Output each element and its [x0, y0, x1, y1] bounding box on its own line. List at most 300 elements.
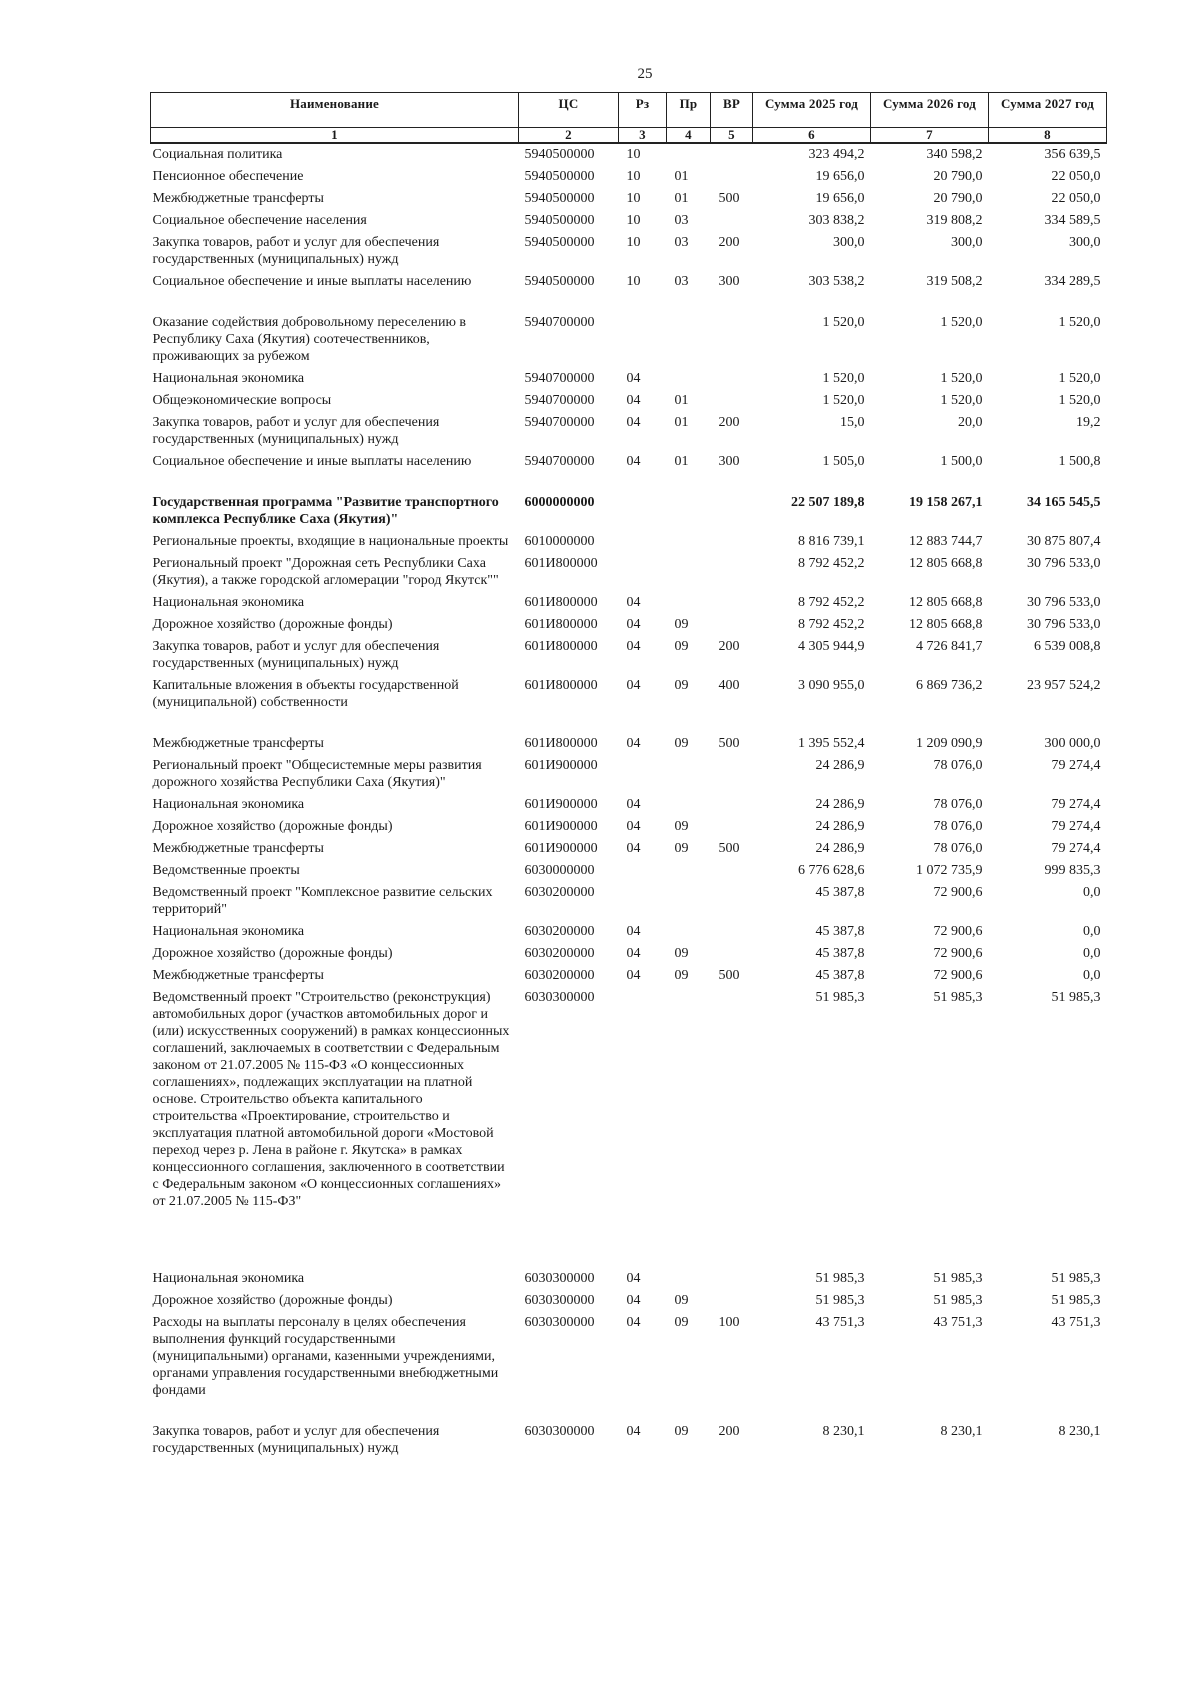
row-pr: [667, 921, 711, 943]
row-name: Дорожное хозяйство (дорожные фонды): [152, 617, 393, 632]
row-name: Региональный проект "Дорожная сеть Республики Саха (Якутия), а также городской агломерации "город Якутск"": [152, 556, 499, 588]
row-sum-2025: 19 656,0: [815, 169, 865, 184]
row-pr: 01: [674, 415, 689, 430]
row-sum-2027: 1 500,8: [1058, 454, 1101, 469]
row-vr: [711, 166, 753, 188]
row-cs: 5940700000: [524, 454, 595, 469]
row-sum-2025: 45 387,8: [815, 924, 865, 939]
row-pr: [667, 987, 711, 1268]
row-pr: [667, 531, 711, 553]
row-pr: 01: [674, 191, 689, 206]
row-vr: 300: [718, 274, 740, 289]
row-name: Закупка товаров, работ и услуг для обеспечения государственных (муниципальных) нужд: [152, 1424, 440, 1456]
row-vr: [711, 390, 753, 412]
row-sum-2026: 43 751,3: [933, 1315, 983, 1330]
table-row: [151, 1421, 1107, 1460]
column-number: 6: [753, 128, 871, 144]
row-sum-2027: 30 796 533,0: [1027, 617, 1101, 632]
row-pr: [667, 882, 711, 921]
row-name: Общеэкономические вопросы: [152, 393, 332, 408]
table-row: [151, 636, 1107, 675]
row-sum-2026: 12 883 744,7: [909, 534, 983, 549]
row-rz: 04: [626, 454, 641, 469]
page-number: 25: [637, 66, 653, 82]
row-rz: 04: [626, 819, 641, 834]
row-vr: [711, 987, 753, 1268]
row-sum-2026: 6 869 736,2: [916, 678, 983, 693]
row-name: Региональные проекты, входящие в национальные проекты: [152, 534, 509, 549]
row-name: Межбюджетные трансферты: [152, 736, 324, 751]
row-pr: [667, 492, 711, 531]
table-row: [151, 943, 1107, 965]
row-sum-2025: 15,0: [840, 415, 865, 430]
row-sum-2026: 340 598,2: [926, 147, 983, 162]
row-pr: 03: [674, 213, 689, 228]
table-row: [151, 492, 1107, 531]
column-number: 2: [519, 128, 619, 144]
table-row: [151, 1290, 1107, 1312]
row-rz: 04: [626, 968, 641, 983]
row-cs: 6030200000: [524, 924, 595, 939]
row-rz: 04: [626, 393, 641, 408]
row-rz: 04: [626, 617, 641, 632]
row-vr: [711, 368, 753, 390]
row-rz: 10: [626, 191, 641, 206]
row-name: Национальная экономика: [152, 924, 305, 939]
row-rz: 10: [626, 169, 641, 184]
row-pr: [667, 553, 711, 592]
row-sum-2026: 1 520,0: [940, 371, 983, 386]
row-cs: 5940700000: [524, 315, 595, 330]
row-rz: 04: [626, 1271, 641, 1286]
row-sum-2025: 45 387,8: [815, 885, 865, 900]
row-sum-2025: 8 792 452,2: [798, 617, 865, 632]
row-sum-2025: 19 656,0: [815, 191, 865, 206]
row-sum-2026: 78 076,0: [933, 758, 983, 773]
row-sum-2026: 20,0: [958, 415, 983, 430]
row-cs: 6030300000: [524, 1271, 595, 1286]
row-rz: 04: [626, 736, 641, 751]
row-rz: 04: [626, 924, 641, 939]
table-row: [151, 733, 1107, 755]
table-row: [151, 755, 1107, 794]
row-name: Пенсионное обеспечение: [152, 169, 304, 184]
row-sum-2026: 72 900,6: [933, 946, 983, 961]
row-pr: [667, 368, 711, 390]
row-rz: [619, 312, 667, 368]
row-sum-2025: 1 505,0: [822, 454, 865, 469]
row-sum-2025: 1 520,0: [822, 371, 865, 386]
row-sum-2026: 20 790,0: [933, 191, 983, 206]
row-sum-2027: 79 274,4: [1051, 819, 1101, 834]
row-pr: [667, 794, 711, 816]
row-sum-2027: 300 000,0: [1044, 736, 1101, 751]
row-sum-2025: 303 538,2: [808, 274, 865, 289]
row-sum-2027: 0,0: [1083, 924, 1101, 939]
row-sum-2026: 51 985,3: [933, 1293, 983, 1308]
row-name: Закупка товаров, работ и услуг для обеспечения государственных (муниципальных) нужд: [152, 415, 440, 447]
row-name: Капитальные вложения в объекты государственной (муниципальной) собственности: [152, 678, 459, 710]
row-sum-2025: 51 985,3: [815, 990, 865, 1005]
row-sum-2025: 8 792 452,2: [798, 595, 865, 610]
row-cs: 601И800000: [524, 595, 598, 610]
row-sum-2027: 23 957 524,2: [1027, 678, 1101, 693]
row-sum-2027: 79 274,4: [1051, 758, 1101, 773]
row-sum-2025: 43 751,3: [815, 1315, 865, 1330]
row-sum-2025: 24 286,9: [815, 758, 865, 773]
row-sum-2026: 12 805 668,8: [909, 595, 983, 610]
row-pr: 09: [674, 617, 689, 632]
row-name: Оказание содействия добровольному переселению в Республику Саха (Якутия) соотечественников, проживающих за рубежом: [152, 315, 467, 364]
row-sum-2026: 19 158 267,1: [909, 495, 983, 510]
table-row: [151, 675, 1107, 733]
row-sum-2026: 12 805 668,8: [909, 617, 983, 632]
row-sum-2026: 319 508,2: [926, 274, 983, 289]
row-sum-2026: 78 076,0: [933, 797, 983, 812]
row-rz: [619, 553, 667, 592]
row-name: Дорожное хозяйство (дорожные фонды): [152, 946, 393, 961]
row-name: Межбюджетные трансферты: [152, 191, 324, 206]
row-sum-2027: 356 639,5: [1044, 147, 1101, 162]
row-vr: [711, 860, 753, 882]
row-pr: [667, 860, 711, 882]
row-cs: 5940500000: [524, 235, 595, 250]
row-name: Дорожное хозяйство (дорожные фонды): [152, 819, 393, 834]
budget-table: [150, 92, 1107, 1460]
row-pr: 09: [674, 841, 689, 856]
row-pr: 01: [674, 454, 689, 469]
row-pr: [667, 312, 711, 368]
row-sum-2025: 24 286,9: [815, 841, 865, 856]
row-pr: 09: [674, 736, 689, 751]
row-rz: [619, 860, 667, 882]
row-cs: 6030200000: [524, 885, 595, 900]
table-row: [151, 312, 1107, 368]
row-vr: 300: [718, 454, 740, 469]
row-name: Закупка товаров, работ и услуг для обеспечения государственных (муниципальных) нужд: [152, 235, 440, 267]
row-vr: [711, 210, 753, 232]
row-sum-2025: 8 792 452,2: [798, 556, 865, 571]
table-row: [151, 271, 1107, 312]
row-sum-2026: 51 985,3: [933, 990, 983, 1005]
column-number: 8: [989, 128, 1107, 144]
row-pr: [667, 143, 711, 166]
row-rz: 10: [626, 235, 641, 250]
row-sum-2026: 319 808,2: [926, 213, 983, 228]
table-row: [151, 451, 1107, 492]
row-pr: [667, 592, 711, 614]
row-cs: 601И800000: [524, 639, 598, 654]
row-rz: 04: [626, 1293, 641, 1308]
table-row: [151, 553, 1107, 592]
row-sum-2027: 30 875 807,4: [1027, 534, 1101, 549]
row-name: Национальная экономика: [152, 595, 305, 610]
row-pr: 03: [674, 274, 689, 289]
row-sum-2026: 1 209 090,9: [916, 736, 983, 751]
row-name: Национальная экономика: [152, 797, 305, 812]
row-sum-2026: 1 500,0: [940, 454, 983, 469]
row-sum-2026: 72 900,6: [933, 968, 983, 983]
column-number: 4: [667, 128, 711, 144]
table-body: [151, 143, 1107, 1460]
row-vr: [711, 592, 753, 614]
row-sum-2027: 51 985,3: [1051, 1271, 1101, 1286]
row-sum-2025: 1 520,0: [822, 393, 865, 408]
row-vr: 200: [718, 1424, 740, 1439]
row-vr: [711, 492, 753, 531]
row-sum-2025: 24 286,9: [815, 797, 865, 812]
row-name: Социальное обеспечение и иные выплаты населению: [152, 454, 472, 469]
row-sum-2027: 22 050,0: [1051, 191, 1101, 206]
row-pr: 09: [674, 678, 689, 693]
row-cs: 6030300000: [524, 1315, 595, 1330]
row-sum-2026: 4 726 841,7: [916, 639, 983, 654]
row-cs: 6030300000: [524, 990, 595, 1005]
row-sum-2026: 78 076,0: [933, 819, 983, 834]
row-name: Дорожное хозяйство (дорожные фонды): [152, 1293, 393, 1308]
row-vr: [711, 755, 753, 794]
row-sum-2025: 6 776 628,6: [798, 863, 865, 878]
column-number: 5: [711, 128, 753, 144]
row-rz: [619, 755, 667, 794]
row-rz: 04: [626, 1424, 641, 1439]
table-row: [151, 1268, 1107, 1290]
row-cs: 601И900000: [524, 758, 598, 773]
row-sum-2025: 22 507 189,8: [791, 495, 865, 510]
row-vr: [711, 882, 753, 921]
row-cs: 5940500000: [524, 213, 595, 228]
row-vr: 500: [718, 841, 740, 856]
row-sum-2027: 6 539 008,8: [1034, 639, 1101, 654]
row-name: Национальная экономика: [152, 371, 305, 386]
row-sum-2026: 51 985,3: [933, 1271, 983, 1286]
header-pr: Пр: [667, 93, 711, 128]
row-sum-2025: 8 230,1: [822, 1424, 865, 1439]
row-cs: 6030200000: [524, 946, 595, 961]
row-sum-2025: 51 985,3: [815, 1293, 865, 1308]
row-sum-2025: 4 305 944,9: [798, 639, 865, 654]
row-cs: 601И800000: [524, 736, 598, 751]
row-rz: 04: [626, 595, 641, 610]
row-sum-2026: 1 520,0: [940, 393, 983, 408]
table-row: [151, 368, 1107, 390]
table-row: [151, 531, 1107, 553]
row-pr: [667, 755, 711, 794]
row-cs: 6030300000: [524, 1293, 595, 1308]
table-row: [151, 412, 1107, 451]
header-sum-2026: Сумма 2026 год: [871, 93, 989, 128]
header-vr: ВР: [711, 93, 753, 128]
row-sum-2027: 22 050,0: [1051, 169, 1101, 184]
row-rz: 04: [626, 1315, 641, 1330]
row-sum-2026: 300,0: [951, 235, 983, 250]
row-rz: 04: [626, 371, 641, 386]
row-pr: 09: [674, 1315, 689, 1330]
row-cs: 5940500000: [524, 191, 595, 206]
row-sum-2025: 300,0: [833, 235, 865, 250]
row-rz: 04: [626, 678, 641, 693]
row-name: Межбюджетные трансферты: [152, 841, 324, 856]
row-pr: 01: [674, 393, 689, 408]
table-row: [151, 794, 1107, 816]
row-sum-2027: 51 985,3: [1051, 990, 1101, 1005]
row-rz: [619, 531, 667, 553]
row-cs: 601И800000: [524, 678, 598, 693]
table-row: [151, 882, 1107, 921]
row-vr: 200: [718, 639, 740, 654]
row-sum-2027: 999 835,3: [1044, 863, 1101, 878]
row-rz: 04: [626, 946, 641, 961]
row-vr: 200: [718, 415, 740, 430]
header-row: [151, 93, 1107, 128]
column-number: 3: [619, 128, 667, 144]
row-name: Закупка товаров, работ и услуг для обеспечения государственных (муниципальных) нужд: [152, 639, 440, 671]
column-number: 7: [871, 128, 989, 144]
row-sum-2026: 20 790,0: [933, 169, 983, 184]
row-pr: 09: [674, 1424, 689, 1439]
table-row: [151, 921, 1107, 943]
row-pr: [667, 1268, 711, 1290]
row-cs: 601И800000: [524, 617, 598, 632]
table-row: [151, 390, 1107, 412]
row-sum-2025: 1 395 552,4: [798, 736, 865, 751]
row-vr: 500: [718, 968, 740, 983]
row-vr: 500: [718, 191, 740, 206]
row-rz: 04: [626, 415, 641, 430]
row-sum-2026: 12 805 668,8: [909, 556, 983, 571]
row-pr: 09: [674, 968, 689, 983]
row-cs: 5940500000: [524, 274, 595, 289]
header-cs: ЦС: [519, 93, 619, 128]
row-sum-2025: 8 816 739,1: [798, 534, 865, 549]
table-row: [151, 860, 1107, 882]
row-sum-2025: 45 387,8: [815, 946, 865, 961]
row-name: Ведомственный проект "Комплексное развитие сельских территорий": [152, 885, 493, 917]
row-name: Национальная экономика: [152, 1271, 305, 1286]
row-sum-2026: 78 076,0: [933, 841, 983, 856]
row-sum-2027: 79 274,4: [1051, 841, 1101, 856]
row-sum-2027: 0,0: [1083, 968, 1101, 983]
row-name: Межбюджетные трансферты: [152, 968, 324, 983]
row-sum-2027: 30 796 533,0: [1027, 556, 1101, 571]
row-sum-2026: 72 900,6: [933, 885, 983, 900]
header-sum-2025: Сумма 2025 год: [753, 93, 871, 128]
row-vr: [711, 531, 753, 553]
row-name: Ведомственный проект "Строительство (реконструкция) автомобильных дорог (участков автомобильных дорог и (или) искусственных сооружений) в рамках концессионных соглашений, заключаемых в соответствии с Федеральным законом от 21.07.2005 № 115-ФЗ «О концессионных соглашениях», подлежащих эксплуатации на платной основе. Строительство объекта капитального строительства «Проектирование, строительство и эксплуатация платной автомобильной дороги «Мостовой переход через р. Лена в районе г. Якутска» в рамках концессионного соглашения, заключенного в соответствии с Федеральным законом «О концессионных соглашениях» от 21.07.2005 № 115-ФЗ": [152, 990, 510, 1209]
header-rz: Рз: [619, 93, 667, 128]
row-sum-2025: 45 387,8: [815, 968, 865, 983]
table-row: [151, 166, 1107, 188]
row-name: Социальное обеспечение населения: [152, 213, 367, 228]
row-vr: [711, 614, 753, 636]
row-pr: 03: [674, 235, 689, 250]
row-sum-2027: 79 274,4: [1051, 797, 1101, 812]
row-sum-2025: 303 838,2: [808, 213, 865, 228]
row-rz: 04: [626, 841, 641, 856]
row-cs: 5940700000: [524, 393, 595, 408]
row-name: Расходы на выплаты персоналу в целях обеспечения выполнения функций государственными (муниципальными) органами, казенными учреждениями, органами управления государственными внебюджетными фондами: [152, 1315, 499, 1398]
row-sum-2025: 51 985,3: [815, 1271, 865, 1286]
row-pr: 09: [674, 639, 689, 654]
table-row: [151, 614, 1107, 636]
row-sum-2027: 0,0: [1083, 885, 1101, 900]
row-sum-2025: 24 286,9: [815, 819, 865, 834]
row-name: Государственная программа "Развитие транспортного комплекса Республике Саха (Якутия)": [152, 495, 499, 527]
row-vr: 500: [718, 736, 740, 751]
table-row: [151, 232, 1107, 271]
row-vr: [711, 1290, 753, 1312]
row-sum-2027: 30 796 533,0: [1027, 595, 1101, 610]
table-row: [151, 188, 1107, 210]
row-vr: [711, 143, 753, 166]
row-sum-2025: 323 494,2: [808, 147, 865, 162]
row-sum-2027: 1 520,0: [1058, 371, 1101, 386]
row-cs: 5940500000: [524, 169, 595, 184]
row-sum-2027: 19,2: [1076, 415, 1101, 430]
row-rz: 10: [626, 213, 641, 228]
row-sum-2027: 43 751,3: [1051, 1315, 1101, 1330]
row-vr: [711, 943, 753, 965]
row-sum-2026: 8 230,1: [940, 1424, 983, 1439]
table-row: [151, 816, 1107, 838]
row-name: Социальная политика: [152, 147, 283, 162]
row-vr: 400: [718, 678, 740, 693]
row-vr: [711, 794, 753, 816]
row-vr: [711, 921, 753, 943]
row-cs: 601И900000: [524, 797, 598, 812]
row-sum-2026: 1 520,0: [940, 315, 983, 330]
table-row: [151, 210, 1107, 232]
table-row: [151, 838, 1107, 860]
table-row: [151, 592, 1107, 614]
header-name: Наименование: [151, 93, 519, 128]
column-number: 1: [151, 128, 519, 144]
row-cs: 6000000000: [524, 495, 595, 510]
row-cs: 6010000000: [524, 534, 595, 549]
row-sum-2025: 1 520,0: [822, 315, 865, 330]
row-sum-2027: 1 520,0: [1058, 315, 1101, 330]
row-sum-2027: 34 165 545,5: [1027, 495, 1101, 510]
row-cs: 6030300000: [524, 1424, 595, 1439]
table-row: [151, 143, 1107, 166]
row-rz: [619, 882, 667, 921]
row-rz: 04: [626, 639, 641, 654]
row-cs: 601И800000: [524, 556, 598, 571]
row-cs: 5940700000: [524, 371, 595, 386]
row-cs: 6030200000: [524, 968, 595, 983]
row-rz: [619, 492, 667, 531]
header-sum-2027: Сумма 2027 год: [989, 93, 1107, 128]
row-sum-2027: 300,0: [1069, 235, 1101, 250]
row-sum-2026: 1 072 735,9: [916, 863, 983, 878]
row-rz: [619, 987, 667, 1268]
row-pr: 09: [674, 1293, 689, 1308]
row-sum-2027: 334 289,5: [1044, 274, 1101, 289]
row-vr: [711, 816, 753, 838]
row-sum-2027: 0,0: [1083, 946, 1101, 961]
row-cs: 5940700000: [524, 415, 595, 430]
column-number-row: [151, 128, 1107, 144]
row-cs: 601И900000: [524, 819, 598, 834]
row-rz: 04: [626, 797, 641, 812]
row-cs: 601И900000: [524, 841, 598, 856]
row-cs: 5940500000: [524, 147, 595, 162]
row-name: Региональный проект "Общесистемные меры развития дорожного хозяйства Республики Саха (Якутия)": [152, 758, 482, 790]
row-vr: 200: [718, 235, 740, 250]
row-sum-2027: 334 589,5: [1044, 213, 1101, 228]
row-pr: 09: [674, 946, 689, 961]
row-pr: 09: [674, 819, 689, 834]
